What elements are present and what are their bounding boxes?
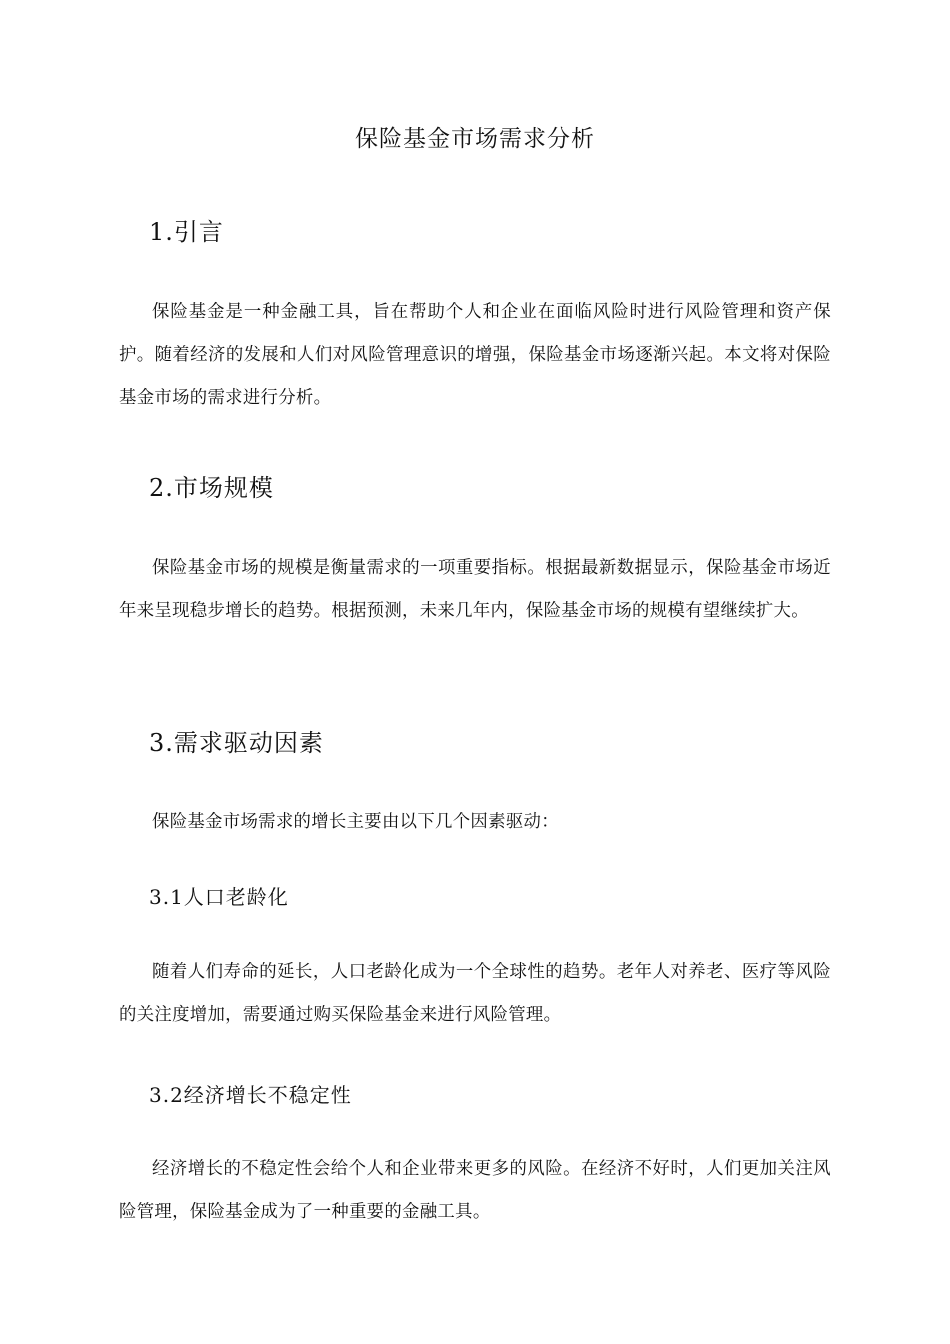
- section-paragraph-demand-drivers: 保险基金市场需求的增长主要由以下几个因素驱动：: [152, 812, 559, 832]
- subsection-heading-aging-population: 3.1人口老龄化: [149, 885, 289, 909]
- subsection-heading-economic-instability: 3.2经济增长不稳定性: [149, 1083, 352, 1107]
- section-heading-demand-drivers: 3.需求驱动因素: [149, 729, 324, 757]
- subsection-paragraph-aging-population: 随着人们寿命的延长，人口老龄化成为一个全球性的趋势。老年人对养老、医疗等风险的关注度增加，需要通过购买保险基金来进行风险管理。: [119, 962, 831, 1025]
- document-title: 保险基金市场需求分析: [355, 126, 595, 152]
- section-paragraph-introduction: 保险基金是一种金融工具，旨在帮助个人和企业在面临风险时进行风险管理和资产保护。随着经济的发展和人们对风险管理意识的增强，保险基金市场逐渐兴起。本文将对保险基金市场的需求进行分析。: [119, 302, 831, 408]
- section-heading-introduction: 1.引言: [149, 218, 224, 246]
- subsection-paragraph-economic-instability: 经济增长的不稳定性会给个人和企业带来更多的风险。在经济不好时，人们更加关注风险管理，保险基金成为了一种重要的金融工具。: [119, 1159, 831, 1222]
- section-paragraph-market-size: 保险基金市场的规模是衡量需求的一项重要指标。根据最新数据显示，保险基金市场近年来呈现稳步增长的趋势。根据预测，未来几年内，保险基金市场的规模有望继续扩大。: [119, 558, 831, 621]
- section-heading-market-size: 2.市场规模: [149, 474, 274, 502]
